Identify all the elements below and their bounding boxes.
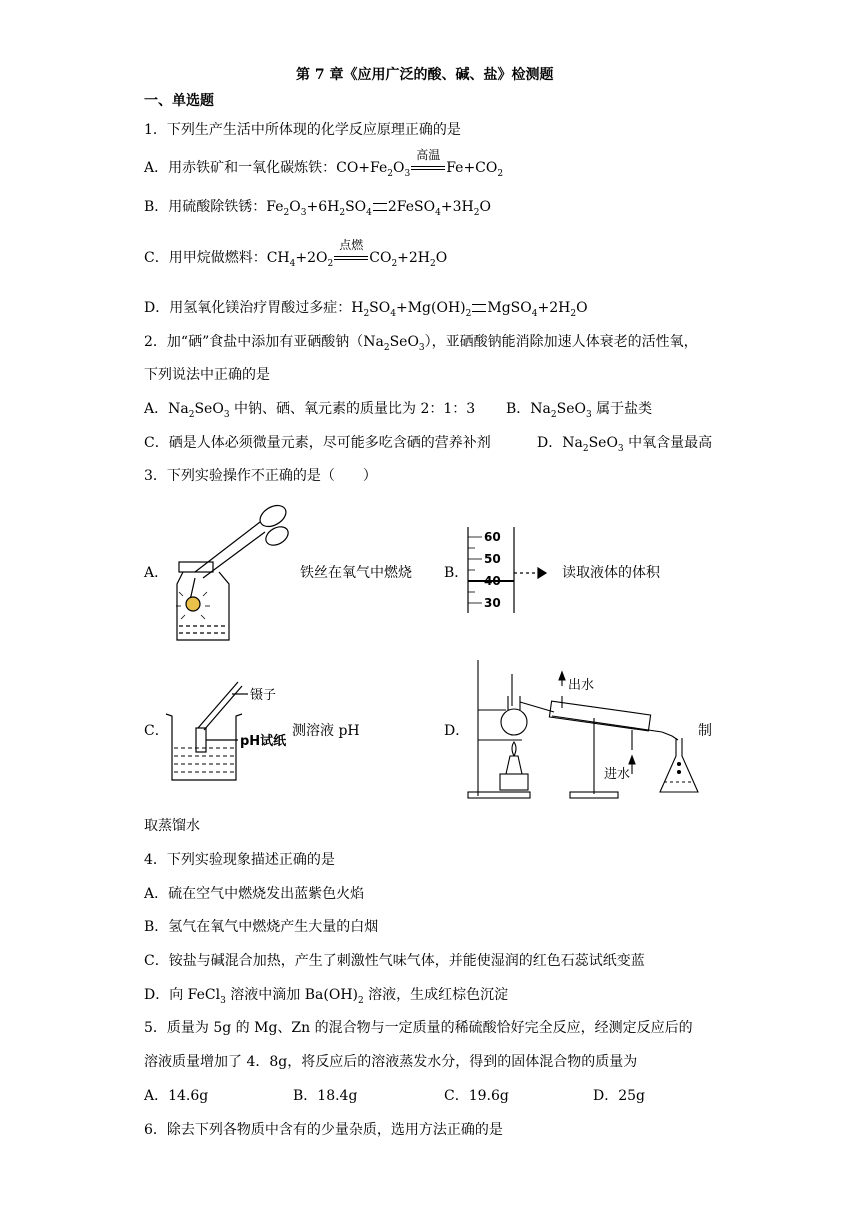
q2-stem-text: 2．加“硒”食盐中添加有亚硒酸钠（Na <box>144 334 384 350</box>
q4-option-c: C．铵盐与碱混合加热，产生了刺激性气味气体，并能使湿润的红色石蕊试纸变蓝 <box>144 953 645 969</box>
section-heading: 一、单选题 <box>144 93 214 109</box>
q1-stem: 1．下列生产生活中所体现的化学反应原理正确的是 <box>144 122 461 138</box>
q4-option-b: B．氢气在氧气中燃烧产生大量的白烟 <box>144 919 379 935</box>
q1-option-c: C．用甲烷做燃料：$CH_4+2O_2$ 点燃 $CO_2+2H_2O$ <box>144 238 448 269</box>
condition-label: 高温 <box>416 148 441 162</box>
q1-c-text: C．用甲烷做燃料：CH <box>144 250 290 266</box>
water-out-tag: 出水 <box>568 678 595 693</box>
q4-option-d: D．向 FeCl$_3$ 溶液中滴加 $Ba(OH)_2$ 溶液，生成红棕色沉淀 <box>144 987 509 1006</box>
water-in-tag: 进水 <box>604 767 631 782</box>
q2-a-text: A．Na <box>144 401 189 417</box>
q5-stem-line1: 5．质量为 5g 的 Mg、Zn 的混合物与一定质量的稀硫酸恰好完全反应，经测定反应后的 <box>144 1020 693 1036</box>
q3-d-caption-wrap: 取蒸馏水 <box>144 818 200 834</box>
q4-d-text: D．向 FeCl <box>144 987 221 1003</box>
q1-a-text: A．用赤铁矿和一氧化碳炼铁：CO+Fe <box>144 160 388 176</box>
q3-c-caption: 测溶液 pH <box>292 723 360 739</box>
q4-d-end: 溶液，生成红棕色沉淀 <box>363 987 509 1003</box>
ph-paper-tag: pH试纸 <box>240 734 287 749</box>
cyl-tick-50: 50 <box>484 552 501 566</box>
q4-option-a: A．硫在空气中燃烧发出蓝紫色火焰 <box>144 886 365 902</box>
q3-a-caption: 铁丝在氧气中燃烧 <box>300 565 412 581</box>
reaction-condition <box>411 148 445 175</box>
q2-option-a: A．$Na_2SeO_3$ 中钠、硒、氧元素的质量比为 2：1：3 <box>144 401 476 420</box>
q3-d-caption-end: 制 <box>698 723 712 739</box>
q1-b-text: B．用硫酸除铁锈：Fe <box>144 199 284 215</box>
condition-label: 点燃 <box>339 238 364 252</box>
cyl-tick-40: 40 <box>484 574 501 588</box>
q1-option-b: B．用硫酸除铁锈：$Fe_2O_3+6H_2SO_4$ $2FeSO_4+3H_2O$ <box>144 199 491 218</box>
q2-stem-line1: 2．加“硒”食盐中添加有亚硒酸钠$(Na_2SeO_3)$，亚硒酸钠能消除加速人体衰老的活性氧， <box>144 334 698 353</box>
q6-stem: 6．除去下列各物质中含有的少量杂质，选用方法正确的是 <box>144 1122 503 1138</box>
reaction-condition <box>334 238 368 265</box>
tweezers-tag: 镊子 <box>250 688 277 703</box>
q5-option-b: B．18.4g <box>293 1088 358 1104</box>
q2-d-text: D．Na <box>537 435 583 451</box>
q2-option-b: B．$Na_2SeO_3$ 属于盐类 <box>506 401 653 420</box>
q4-d-mid: 溶液中滴加 Ba(OH) <box>225 987 358 1003</box>
q3-d-label: D． <box>444 723 470 739</box>
q2-b-text: B．Na <box>506 401 551 417</box>
cyl-tick-30: 30 <box>484 596 501 610</box>
q1-a-product: Fe+CO <box>446 160 498 176</box>
q5-option-a: A．14.6g <box>144 1088 209 1104</box>
q3-b-label: B． <box>444 565 469 581</box>
q5-stem-line2: 溶液质量增加了 4．8g，将反应后的溶液蒸发水分，得到的固体混合物的质量为 <box>144 1054 638 1070</box>
q5-option-c: C．19.6g <box>444 1088 509 1104</box>
iron-burning-figure <box>165 500 295 645</box>
q1-option-a: A．用赤铁矿和一氧化碳炼铁：$CO+Fe_2O_3$ 高温 $Fe+CO_2$ <box>144 148 504 179</box>
q1-d-text: D．用氢氧化镁治疗胃酸过多症：H <box>144 300 364 316</box>
q3-c-label: C． <box>144 723 169 739</box>
cylinder-reading-figure <box>464 525 574 617</box>
q3-a-label: A． <box>144 565 169 581</box>
q2-option-d: D．$Na_2SeO_3$ 中氧含量最高 <box>537 435 713 454</box>
q3-stem: 3．下列实验操作不正确的是（ ） <box>144 468 377 484</box>
distillation-figure <box>466 656 706 802</box>
q5-option-d: D．25g <box>593 1088 646 1104</box>
cyl-tick-60: 60 <box>484 530 501 544</box>
page-title: 第 7 章《应用广泛的酸、碱、盐》检测题 <box>296 67 554 83</box>
ph-test-figure <box>162 676 297 786</box>
q4-stem: 4．下列实验现象描述正确的是 <box>144 852 335 868</box>
q2-option-c: C．硒是人体必须微量元素，尽可能多吃含硒的营养补剂 <box>144 435 491 451</box>
q1-option-d: D．用氢氧化镁治疗胃酸过多症：$H_2SO_4+Mg(OH)_2$ $MgSO_4+2H_2O$ <box>144 300 588 319</box>
q2-stem-line2: 下列说法中正确的是 <box>144 367 270 383</box>
q3-b-caption: 读取液体的体积 <box>562 565 660 581</box>
